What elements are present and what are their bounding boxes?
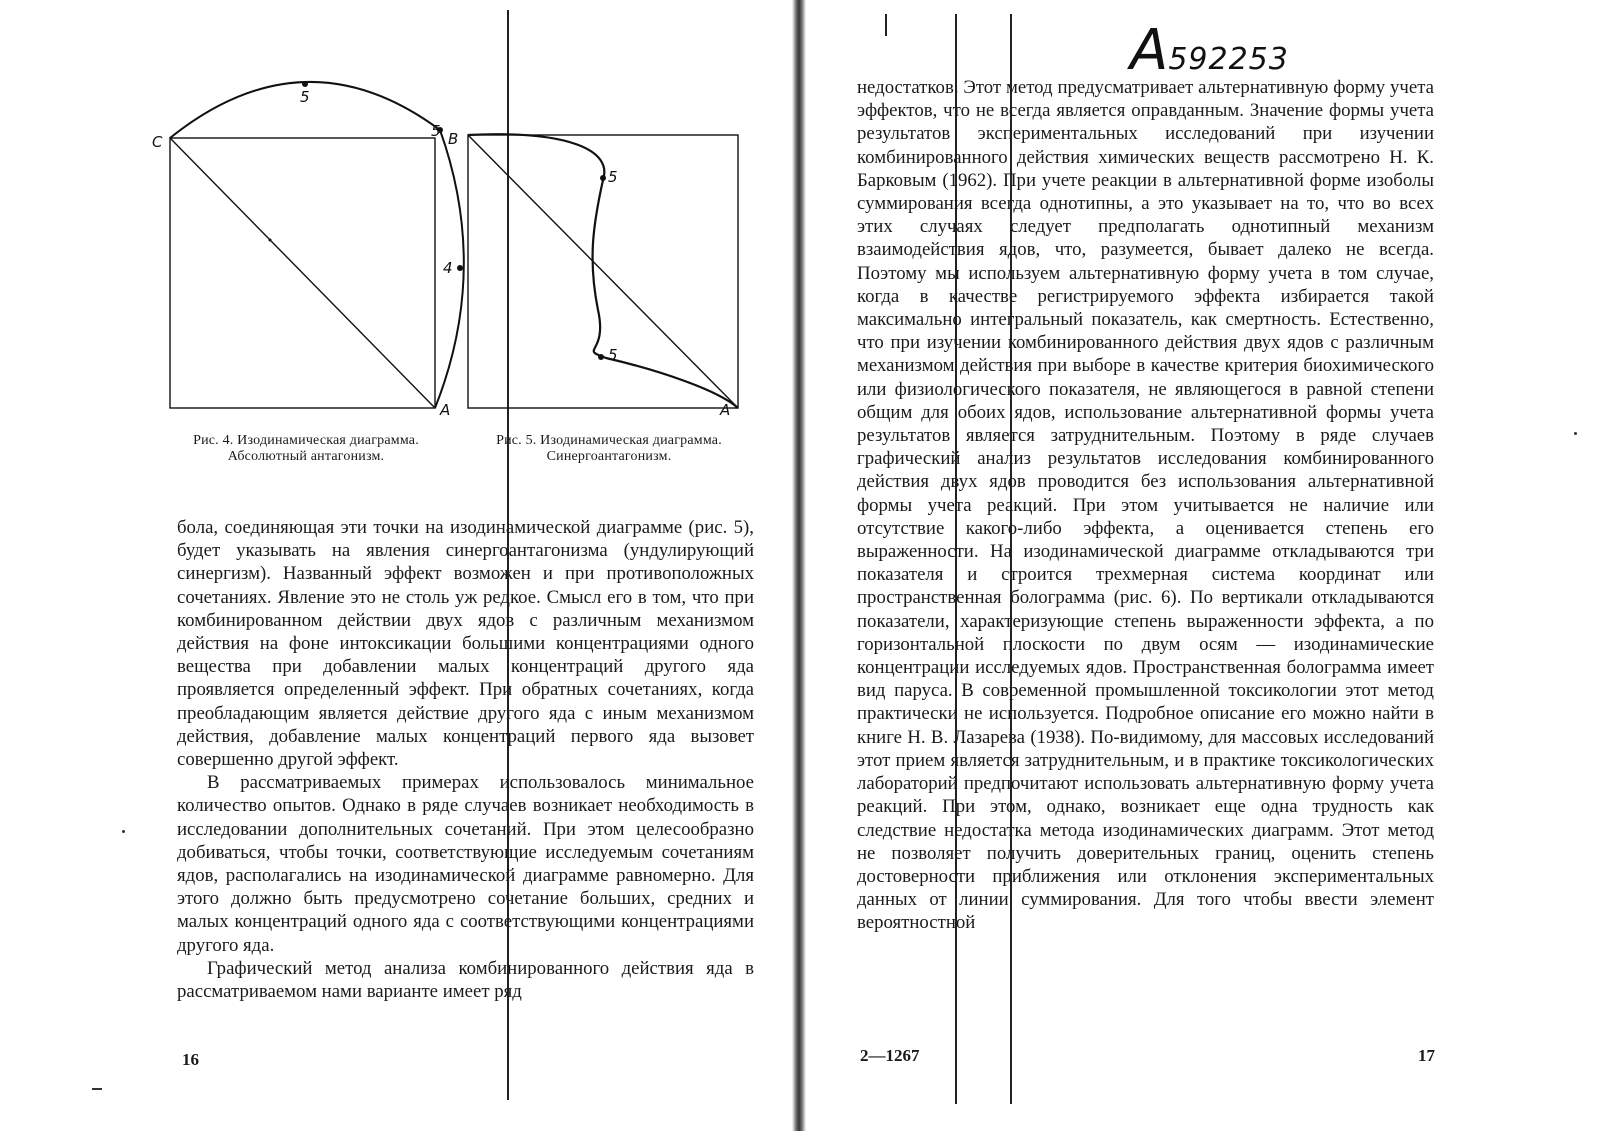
figure-5-caption: Рис. 5. Изодинамическая диаграмма. Синергоантагонизм. [496,433,722,464]
fig4-label-c: C [152,133,163,151]
figure-4-diagram [170,82,464,408]
scan-line [885,14,887,36]
fig4-label-4: 4 [443,259,453,277]
fig4-label-5-top: 5 [300,88,310,106]
book-gutter [792,0,806,1131]
right-paragraph-1: недостатков. Этот метод предусматривает альтернативную форму учета эффектов, что не всегда является оправданным. Значение формы учета результатов экспериментальных исследований при изучении комбинированного действия химических веществ рассмотрено Н. К. Барковым (1962). При учете реакции в альтернативной форме изоболы суммирования всегда однотипны, а это указывает на то, что во всех этих случаях следует предполагать однотипный механизм взаимодействия ядов, что, разумеется, бывает далеко не всегда. Поэтому мы используем альтернативную форму учета в том случае, когда в качестве регистрируемого эффекта избирается такой максимально интегральный показатель, как смертность. Естественно, что при изучении комбинированного действия двух ядов с различным механизмом действия при выборе в качестве критерия биохимического или физиологического показателя, не являющегося в равной степени общим для обоих ядов, использование альтернативной формы учета результатов является затруднительным. Поэтому в ряде случаев графический анализ результатов исследования комбинированного действия двух ядов проводится без использования альтернативной формы учета реакций. При этом учитывается не наличие или отсутствие какого-либо эффекта, а оценивается степень его выраженности. На изодинамической диаграмме откладываются три показателя и строится трехмерная система координат или пространственная бологрaмма (рис. 6). По вертикали откладываются показатели, характеризующие степень выраженности эффекта, а по горизонтальной плоскости по двум осям — изодинамические концентрации исследуемых ядов. Пространственная бологрaмма имеет вид паруса. В современной промышленной токсикологии этот метод практически не используется. Подробное описание его можно найти в книге Н. В. Лазарева (1938). По-видимому, для массовых исследований этот прием является затруднительным, и в практике токсикологических лабораторий предпочитают использовать альтернативную форму учета реакций. При этом, однако, возникает еще одна трудность как следствие недостатка метода изодинамических диаграмм. Этот метод не позволяет получить доверительных границ, оценить степень достоверности приближения или отклонения экспериментальных данных от линии суммирования. Для того чтобы ввести элемент вероятностной [857,77,1434,934]
stamp-letter: А [1130,18,1169,83]
right-page-signature: 2—1267 [860,1046,920,1065]
fig5-label-5-upper: 5 [608,168,618,186]
fig4-label-5-corner: 5 [431,122,441,140]
fig5-label-5-lower: 5 [608,346,618,364]
left-paragraph-1: бола, соединяющая эти точки на изодинамической диаграмме (рис. 5), будет указывать на явления синергоантагонизма (ундулирующий синергизм). Названный эффект возможен и при противоположных сочетаниях. Явление это не столь уж редкое. Смысл его в том, что при комбинированном действии двух ядов с различным механизмом действия на фоне интоксикации большими концентрациями одного вещества при добавлении малых концентраций другого яда проявляется определенный эффект. При обратных сочетаниях, когда преобладающим является действие другого яда с иным механизмом действия, добавление малых концентраций первого яда вызовет совершенно другой эффект. [177,517,754,771]
library-stamp [1130,18,1289,83]
scan-speck [92,1088,102,1090]
figure-4 [150,70,480,440]
stamp-number: 592253 [1168,42,1289,77]
figure-4-caption: Рис. 4. Изодинамическая диаграмма. Абсолютный антагонизм. [193,433,419,464]
fig5-label-a: A [720,401,731,419]
left-page-number: 16 [182,1050,199,1069]
right-page-number: 17 [1418,1046,1435,1065]
figure-4-points [269,81,464,271]
left-page-text [177,516,754,1003]
right-page-text [857,76,1434,935]
figure-5 [448,70,758,440]
scan-speck [1574,432,1577,435]
left-paragraph-2: В рассматриваемых примерах использовалось минимальное количество опытов. Однако в ряде случаев возникает необходимость в исследовании дополнительных сочетаний. При этом целесообразно добиваться, чтобы точки, соответствующие исследуемым сочетаниям ядов, располагались на изодинамической диаграмме равномерно. Для этого должно быть предусмотрено сочетание больших, средних и малых концентраций одного яда с соответствующими концентрациями другого яда. [177,772,754,956]
left-paragraph-3: Графический метод анализа комбинированного действия яда в рассматриваемом нами варианте имеет ряд [177,957,754,1003]
scan-speck [122,830,125,833]
fig4-label-a: A [440,401,451,419]
fig5-label-b: B [448,130,459,148]
